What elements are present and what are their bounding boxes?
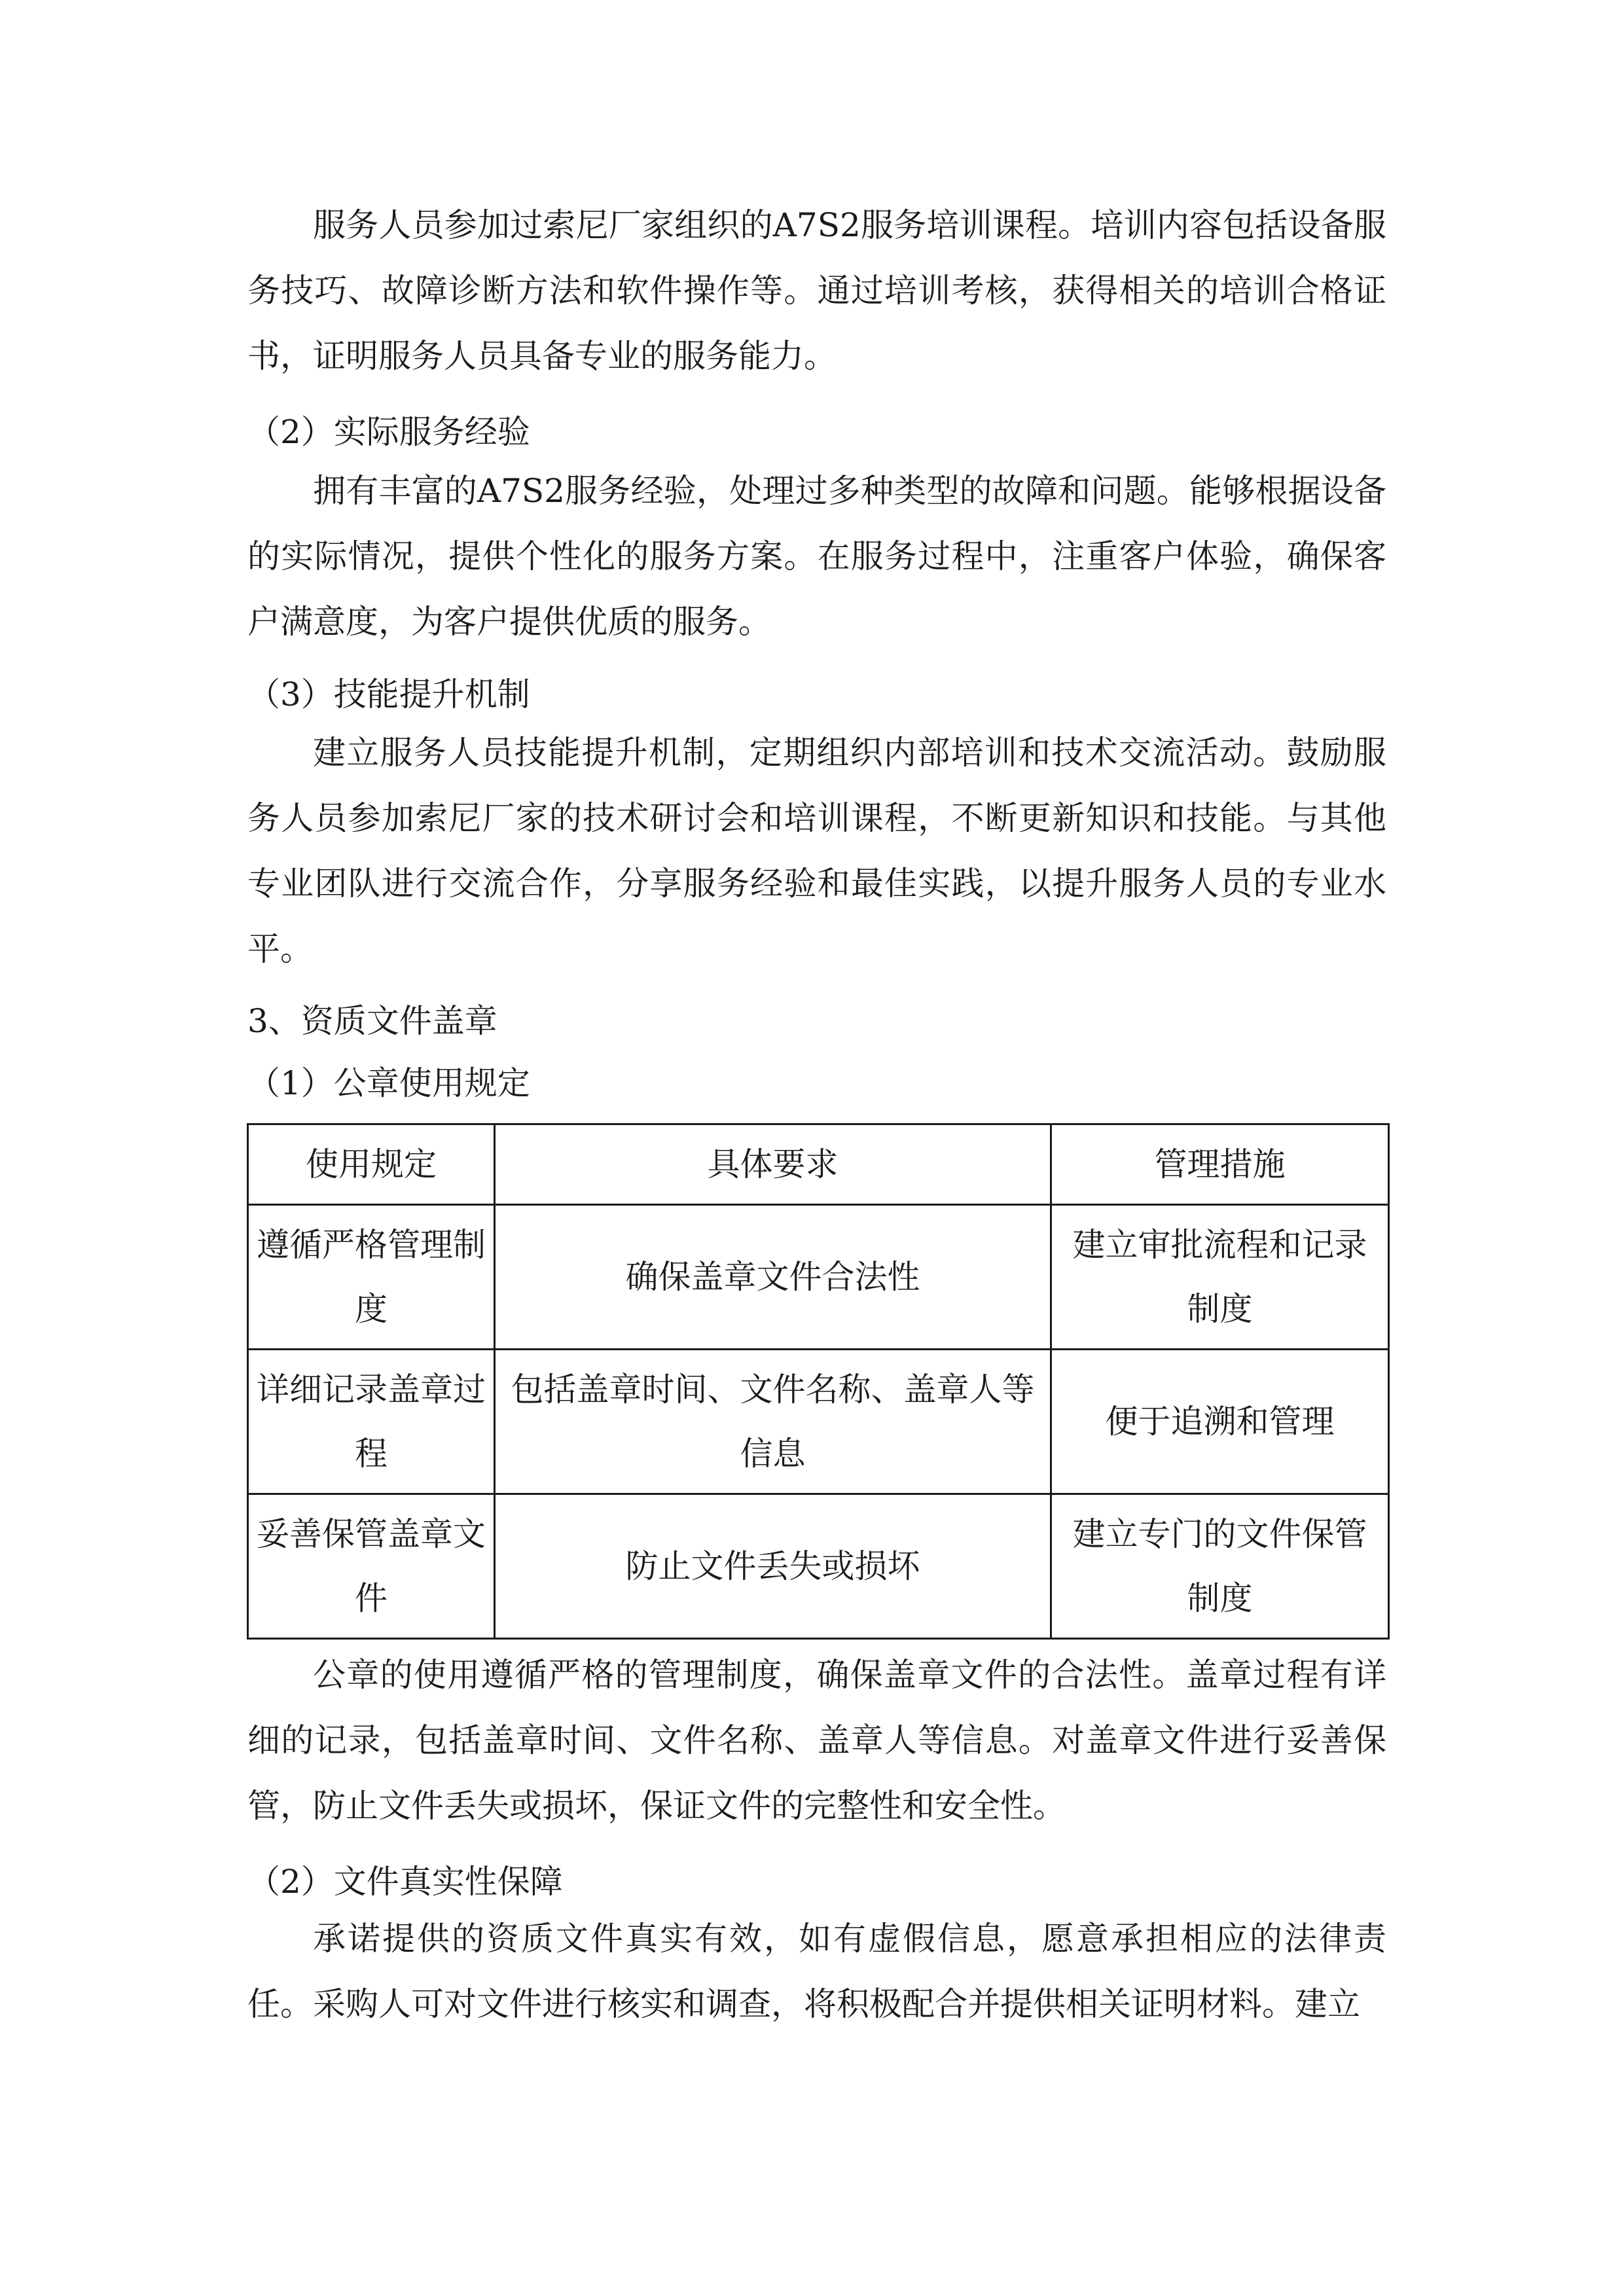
table-cell: 防止文件丢失或损坏 xyxy=(495,1494,1051,1639)
table-cell: 建立专门的文件保管制度 xyxy=(1051,1494,1389,1639)
heading-qualification-seal: 3、资质文件盖章 xyxy=(247,1002,497,1040)
table-cell: 包括盖章时间、文件名称、盖章人等信息 xyxy=(495,1350,1051,1494)
heading-service-experience: （2）实际服务经验 xyxy=(247,413,530,451)
heading-seal-rules: （1）公章使用规定 xyxy=(247,1064,530,1102)
table-header-row xyxy=(248,1124,1389,1205)
paragraph-skill-improvement: 建立服务人员技能提升机制，定期组织内部培训和技术交流活动。鼓励服务人员参加索尼厂家的技术研讨会和培训课程，不断更新知识和技能。与其他专业团队进行交流合作，分享服务经验和最佳实践，以提升服务人员的专业水平。 xyxy=(247,734,1386,968)
table-row xyxy=(248,1350,1389,1494)
table-cell: 建立审批流程和记录制度 xyxy=(1051,1205,1389,1350)
paragraph-seal-usage: 公章的使用遵循严格的管理制度，确保盖章文件的合法性。盖章过程有详细的记录，包括盖章时间、文件名称、盖章人等信息。对盖章文件进行妥善保管，防止文件丢失或损坏，保证文件的完整性和安全性。 xyxy=(247,1656,1386,1825)
heading-authenticity: （2）文件真实性保障 xyxy=(247,1863,563,1901)
table-row xyxy=(248,1205,1389,1350)
table-row xyxy=(248,1494,1389,1639)
table-cell: 详细记录盖章过程 xyxy=(248,1350,495,1494)
table-cell: 便于追溯和管理 xyxy=(1051,1350,1389,1494)
table-cell: 确保盖章文件合法性 xyxy=(495,1205,1051,1350)
heading-skill-improvement: （3）技能提升机制 xyxy=(247,675,530,713)
paragraph-authenticity: 承诺提供的资质文件真实有效，如有虚假信息，愿意承担相应的法律责任。采购人可对文件进行核实和调查，将积极配合并提供相关证明材料。建立 xyxy=(247,1920,1386,2023)
table-cell: 妥善保管盖章文件 xyxy=(248,1494,495,1639)
paragraph-service-experience: 拥有丰富的A7S2服务经验，处理过多种类型的故障和问题。能够根据设备的实际情况，提供个性化的服务方案。在服务过程中，注重客户体验，确保客户满意度，为客户提供优质的服务。 xyxy=(247,472,1386,641)
table-cell: 遵循严格管理制度 xyxy=(248,1205,495,1350)
table-header-cell: 具体要求 xyxy=(495,1124,1051,1205)
table-header-cell: 使用规定 xyxy=(248,1124,495,1205)
table-header-cell: 管理措施 xyxy=(1051,1124,1389,1205)
seal-rules-table xyxy=(247,1123,1390,1640)
paragraph-training-course: 服务人员参加过索尼厂家组织的A7S2服务培训课程。培训内容包括设备服务技巧、故障诊断方法和软件操作等。通过培训考核，获得相关的培训合格证书，证明服务人员具备专业的服务能力。 xyxy=(247,206,1386,375)
